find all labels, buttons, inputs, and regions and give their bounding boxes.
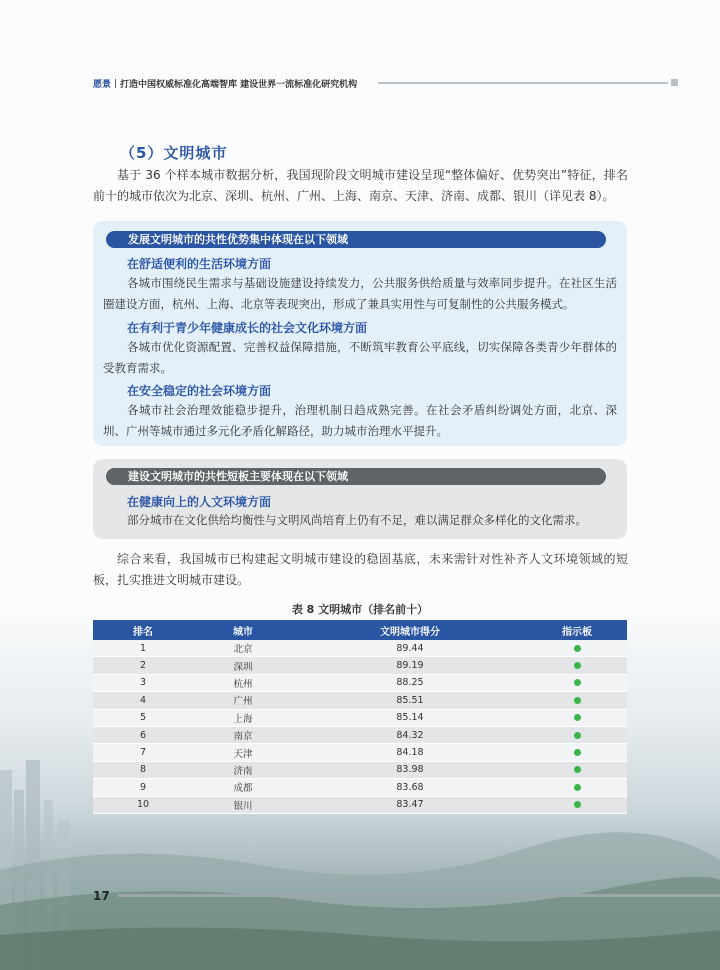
table-row: [93, 657, 627, 674]
strengths-heading: 发展文明城市的共性优势集中体现在以下领域: [106, 231, 606, 248]
indicator-cell: [527, 674, 627, 691]
page-number: 17: [93, 889, 110, 903]
rank-cell: 1: [93, 640, 193, 657]
header-brand: 愿景: [93, 79, 112, 90]
table-row: [93, 779, 627, 796]
rank-cell: 4: [93, 692, 193, 709]
intro-paragraph: 基于 36 个样本城市数据分析，我国现阶段文明城市建设呈现“整体偏好、优势突出”特征，排名前十的城市依次为北京、深圳、杭州、广州、上海、南京、天津、济南、成都、银川（详见表 8）。: [93, 168, 628, 203]
score-cell: 84.32: [293, 726, 527, 743]
score-cell: 84.18: [293, 744, 527, 761]
running-header: [93, 76, 357, 90]
header-square-mark: [671, 79, 678, 86]
city-cell: 北京: [193, 640, 293, 657]
green-dot-icon: [574, 784, 581, 791]
rank-cell: 3: [93, 674, 193, 691]
table-row: [93, 761, 627, 778]
city-cell: 深圳: [193, 657, 293, 674]
score-cell: 83.47: [293, 796, 527, 813]
strength-text-1: 各城市围绕民生需求与基础设施建设持续发力，公共服务供给质量与效率同步提升。在社区生活圈建设方面，杭州、上海、北京等表现突出，形成了兼具实用性与可复制性的公共服务模式。: [103, 276, 617, 311]
green-dot-icon: [574, 697, 581, 704]
rank-cell: 10: [93, 796, 193, 813]
header-score: 文明城市得分: [293, 620, 527, 640]
score-cell: 89.19: [293, 657, 527, 674]
score-cell: 85.14: [293, 709, 527, 726]
table-title: 表 8 文明城市（排名前十）: [291, 603, 429, 616]
footer-rule: [118, 894, 720, 897]
ranking-table: [93, 620, 627, 814]
rank-cell: 8: [93, 761, 193, 778]
conclusion-paragraph: 综合来看，我国城市已构建起文明城市建设的稳固基底，未来需针对性补齐人文环境领域的短板，扎实推进文明城市建设。: [93, 552, 628, 587]
indicator-cell: [527, 657, 627, 674]
strength-text-3: 各城市社会治理效能稳步提升，治理机制日趋成熟完善。在社会矛盾纠纷调处方面，北京、深圳、广州等城市通过多元化矛盾化解路径，助力城市治理水平提升。: [103, 403, 617, 438]
table-row: [93, 692, 627, 709]
city-cell: 南京: [193, 726, 293, 743]
weaknesses-box: [93, 459, 627, 539]
rank-cell: 7: [93, 744, 193, 761]
header-rank: 排名: [93, 620, 193, 640]
green-dot-icon: [574, 801, 581, 808]
header-slogan: 打造中国权威标准化高端智库 建设世界一流标准化研究机构: [120, 79, 358, 90]
city-cell: 上海: [193, 709, 293, 726]
city-cell: 济南: [193, 761, 293, 778]
green-dot-icon: [574, 732, 581, 739]
green-dot-icon: [574, 714, 581, 721]
indicator-cell: [527, 640, 627, 657]
indicator-cell: [527, 709, 627, 726]
score-cell: 88.25: [293, 674, 527, 691]
strength-title-2: 在有利于青少年健康成长的社会文化环境方面: [127, 321, 368, 335]
score-cell: 85.51: [293, 692, 527, 709]
indicator-cell: [527, 779, 627, 796]
green-dot-icon: [574, 662, 581, 669]
green-dot-icon: [574, 766, 581, 773]
strength-text-2: 各城市优化资源配置、完善权益保障措施，不断筑牢教育公平底线，切实保障各类青少年群体的受教育需求。: [103, 340, 617, 375]
strength-title-1: 在舒适便利的生活环境方面: [127, 257, 272, 271]
indicator-cell: [527, 692, 627, 709]
indicator-cell: [527, 761, 627, 778]
table-row: [93, 744, 627, 761]
table-header-row: [93, 620, 627, 640]
score-cell: 83.68: [293, 779, 527, 796]
header-separator: [115, 79, 116, 88]
city-cell: 银川: [193, 796, 293, 813]
table-row: [93, 726, 627, 743]
table-row: [93, 709, 627, 726]
city-cell: 天津: [193, 744, 293, 761]
weakness-text-1: 部分城市在文化供给均衡性与文明风尚培育上仍有不足，难以满足群众多样化的文化需求。: [127, 513, 587, 527]
table-row: [93, 674, 627, 691]
rank-cell: 5: [93, 709, 193, 726]
green-dot-icon: [574, 679, 581, 686]
weakness-title-1: 在健康向上的人文环境方面: [127, 495, 272, 509]
city-cell: 成都: [193, 779, 293, 796]
header-rule: [378, 82, 668, 84]
score-cell: 83.98: [293, 761, 527, 778]
section-title: （5）文明城市: [120, 144, 228, 162]
indicator-cell: [527, 796, 627, 813]
indicator-cell: [527, 744, 627, 761]
city-cell: 杭州: [193, 674, 293, 691]
table-row: [93, 640, 627, 657]
city-cell: 广州: [193, 692, 293, 709]
score-cell: 89.44: [293, 640, 527, 657]
weaknesses-heading: 建设文明城市的共性短板主要体现在以下领域: [106, 468, 606, 485]
strength-title-3: 在安全稳定的社会环境方面: [127, 384, 272, 398]
rank-cell: 6: [93, 726, 193, 743]
green-dot-icon: [574, 749, 581, 756]
rank-cell: 2: [93, 657, 193, 674]
indicator-cell: [527, 726, 627, 743]
green-dot-icon: [574, 645, 581, 652]
strengths-box: [93, 221, 627, 446]
header-indicator: 指示板: [527, 620, 627, 640]
table-row: [93, 796, 627, 813]
header-city: 城市: [193, 620, 293, 640]
rank-cell: 9: [93, 779, 193, 796]
